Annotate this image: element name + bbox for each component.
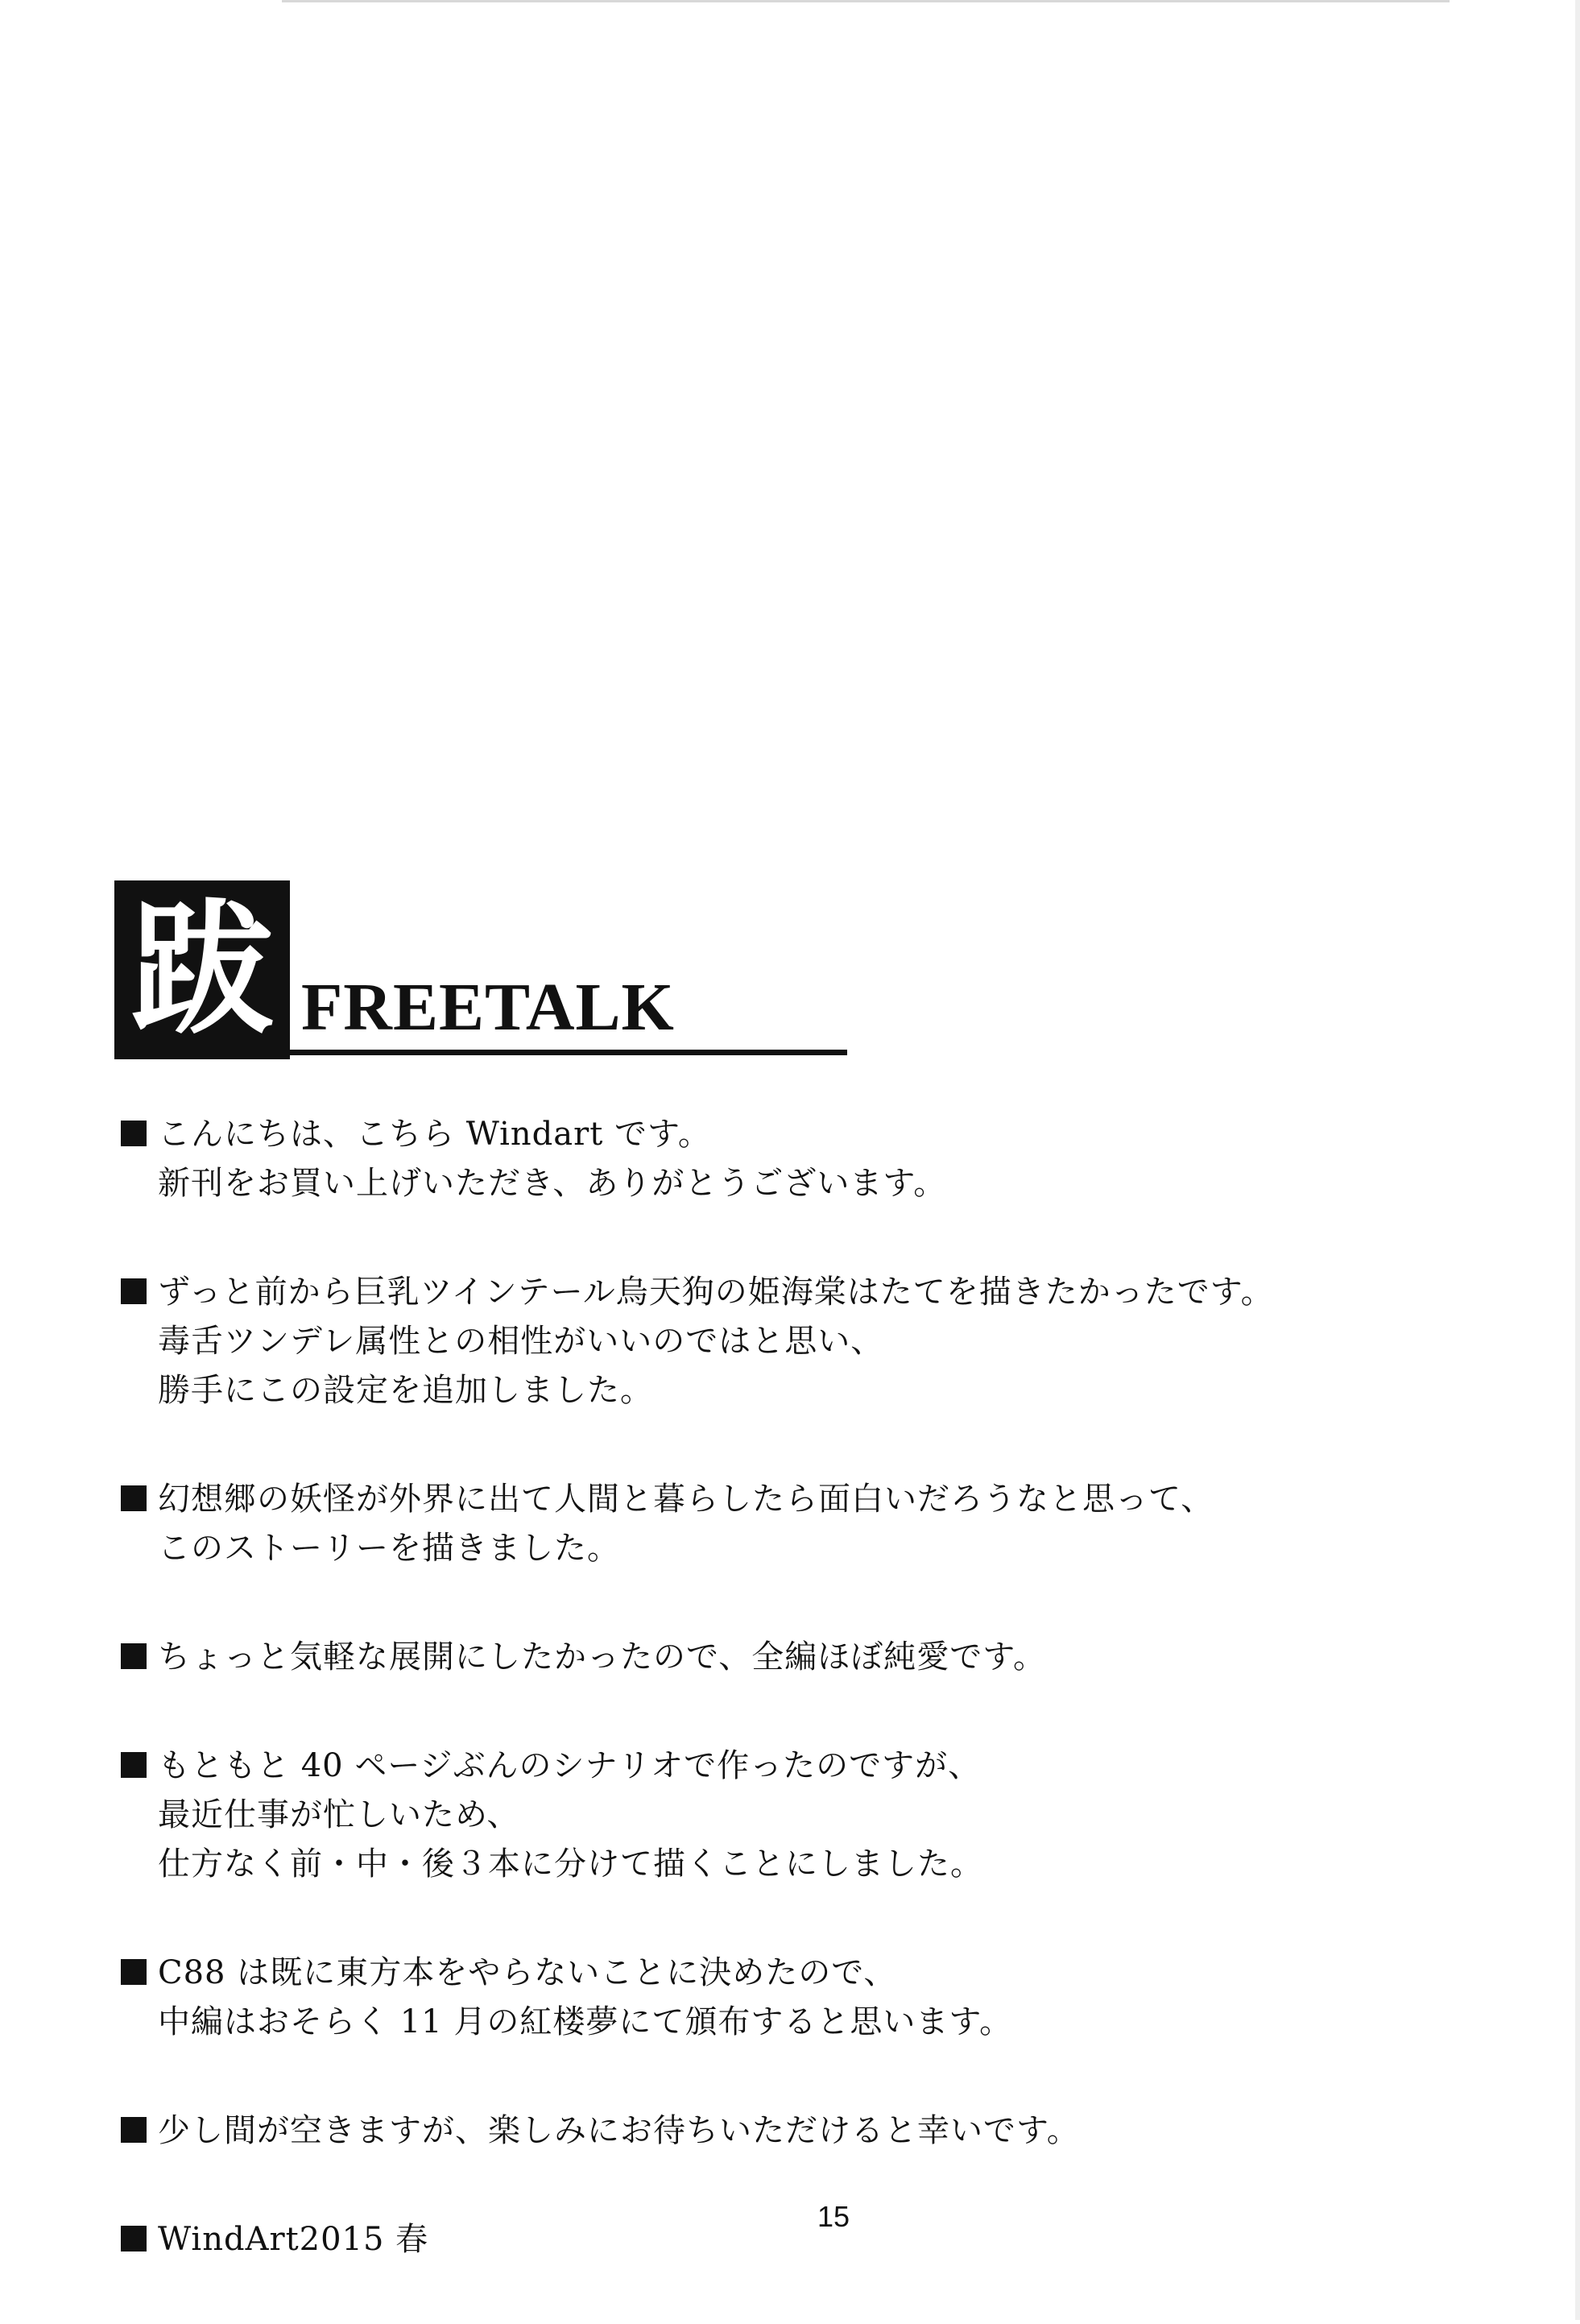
square-bullet-icon [121, 1752, 147, 1778]
heading-title: FREETALK [301, 970, 675, 1045]
note-line: もともと 40 ページぶんのシナリオで作ったのですが、 [158, 1747, 982, 1784]
note-line: C88 は既に東方本をやらないことに決めたので、 [158, 1954, 897, 1991]
square-bullet-icon [121, 1485, 147, 1511]
note-line: 仕方なく前・中・後３本に分けて描くことにしました。 [158, 1846, 983, 1883]
page-number: 15 [817, 2200, 850, 2233]
note-line: こんにちは、こちら Windart です。 [158, 1116, 711, 1153]
note-character [121, 1268, 1506, 1415]
note-release [121, 1949, 1506, 2047]
note-line: 勝手にこの設定を追加しました。 [158, 1372, 653, 1409]
freetalk-notes [121, 1110, 1506, 2324]
note-line: このストーリーを描きました。 [158, 1530, 620, 1567]
note-line: 新刊をお買い上げいただき、ありがとうございます。 [158, 1165, 947, 1202]
note-line: 中編はおそらく 11 月の紅楼夢にて頒布すると思います。 [158, 2003, 1013, 2040]
note-line: 最近仕事が忙しいため、 [158, 1796, 520, 1833]
top-scan-edge [282, 0, 1450, 2]
note-line: ちょっと気軽な展開にしたかったので、全編ほぼ純愛です。 [158, 1638, 1046, 1676]
note-closing [121, 2107, 1506, 2156]
note-tone [121, 1633, 1506, 1682]
note-greeting [121, 1110, 1506, 1208]
square-bullet-icon [121, 1643, 147, 1669]
square-bullet-icon [121, 2117, 147, 2143]
square-bullet-icon [121, 1278, 147, 1304]
square-bullet-icon [121, 1959, 147, 1985]
note-line: 少し間が空きますが、楽しみにお待ちいただけると幸いです。 [158, 2112, 1080, 2149]
note-line: ずっと前から巨乳ツインテール烏天狗の姫海棠はたてを描きたかったです。 [158, 1274, 1274, 1311]
freetalk-heading [114, 880, 847, 1059]
right-scan-edge [1575, 0, 1580, 2320]
heading-kanji-block: 跋 [114, 880, 290, 1059]
square-bullet-icon [121, 1121, 147, 1146]
heading-underline [290, 1050, 847, 1055]
note-line: 毒舌ツンデレ属性との相性がいいのではと思い、 [158, 1323, 884, 1360]
note-scenario [121, 1742, 1506, 1889]
note-line: 幻想郷の妖怪が外界に出て人間と暮らしたら面白いだろうなと思って、 [158, 1481, 1214, 1518]
signature-line: WindArt2015 春 [158, 2221, 429, 2258]
note-story [121, 1475, 1506, 1573]
